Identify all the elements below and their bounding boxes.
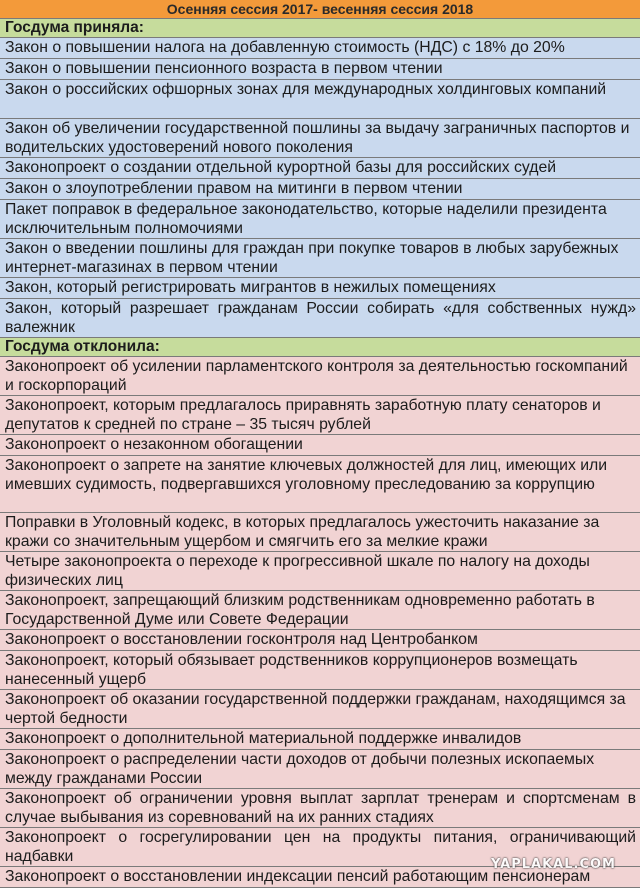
accepted-item: Закон о введении пошлины для граждан при покупке товаров в любых зарубежных интернет-магазинах в первом чтении	[0, 239, 640, 278]
rejected-item: Законопроект о запрете на занятие ключевых должностей для лиц, имеющих или имевших судимость, подвергавшихся уголовному преследованию за коррупцию	[0, 456, 640, 513]
accepted-item: Закон о злоупотреблении правом на митинги в первом чтении	[0, 179, 640, 200]
rejected-header: Госдума отклонила:	[0, 338, 640, 357]
rejected-item: Законопроект об ограничении уровня выплат зарплат тренерам и спортсменам в случае выбывания из соревнований на их ранних стадиях	[0, 789, 640, 828]
accepted-item: Закон о повышении налога на добавленную стоимость (НДС) с 18% до 20%	[0, 38, 640, 59]
rejected-item: Законопроект об оказании государственной поддержки гражданам, находящимся за чертой бедности	[0, 690, 640, 729]
rejected-section	[0, 338, 640, 888]
watermark: YAPLAKAL.COM	[491, 857, 616, 872]
rejected-item: Законопроект о дополнительной материальной поддержке инвалидов	[0, 729, 640, 750]
accepted-item: Законопроект о создании отдельной курортной базы для российских судей	[0, 158, 640, 179]
accepted-header: Госдума приняла:	[0, 19, 640, 38]
rejected-item: Законопроект о распределении части доходов от добычи полезных ископаемых между гражданами России	[0, 750, 640, 789]
rejected-item: Законопроект об усилении парламентского контроля за деятельностью госкомпаний и госкорпораций	[0, 357, 640, 396]
rejected-item: Четыре законопроекта о переходе к прогрессивной шкале по налогу на доходы физических лиц	[0, 552, 640, 591]
rejected-item: Законопроект, который обязывает родственников коррупционеров возмещать нанесенный ущерб	[0, 651, 640, 690]
accepted-item: Пакет поправок в федеральное законодательство, которые наделили президента исключительным полномочиями	[0, 200, 640, 239]
accepted-item: Закон, который регистрировать мигрантов в нежилых помещениях	[0, 278, 640, 299]
rejected-item: Законопроект о госрегулировании цен на продукты питания, ограничивающий надбавки	[0, 828, 640, 867]
accepted-item: Закон о российских офшорных зонах для международных холдинговых компаний	[0, 80, 640, 119]
accepted-item: Закон о повышении пенсионного возраста в первом чтении	[0, 59, 640, 80]
rejected-item: Законопроект о восстановлении госконтроля над Центробанком	[0, 630, 640, 651]
rejected-item: Законопроект о незаконном обогащении	[0, 435, 640, 456]
rejected-item: Законопроект, которым предлагалось приравнять заработную плату сенаторов и депутатов к средней по стране – 35 тысяч рублей	[0, 396, 640, 435]
rejected-item: Законопроект, запрещающий близким родственникам одновременно работать в Государственной Думе или Совете Федерации	[0, 591, 640, 630]
accepted-item: Закон, который разрешает гражданам России собирать «для собственных нужд» валежник	[0, 299, 640, 338]
rejected-item: Законопроект о восстановлении индексации пенсий работающим пенсионерам	[0, 867, 640, 888]
rejected-item: Поправки в Уголовный кодекс, в которых предлагалось ужесточить наказание за кражи со значительным ущербом и смягчить его за мелкие кражи	[0, 513, 640, 552]
accepted-section	[0, 19, 640, 338]
table-title: Осенняя сессия 2017- весенняя сессия 2018	[0, 0, 640, 19]
accepted-item: Закон об увеличении государственной пошлины за выдачу заграничных паспортов и водительских удостоверений нового поколения	[0, 119, 640, 158]
